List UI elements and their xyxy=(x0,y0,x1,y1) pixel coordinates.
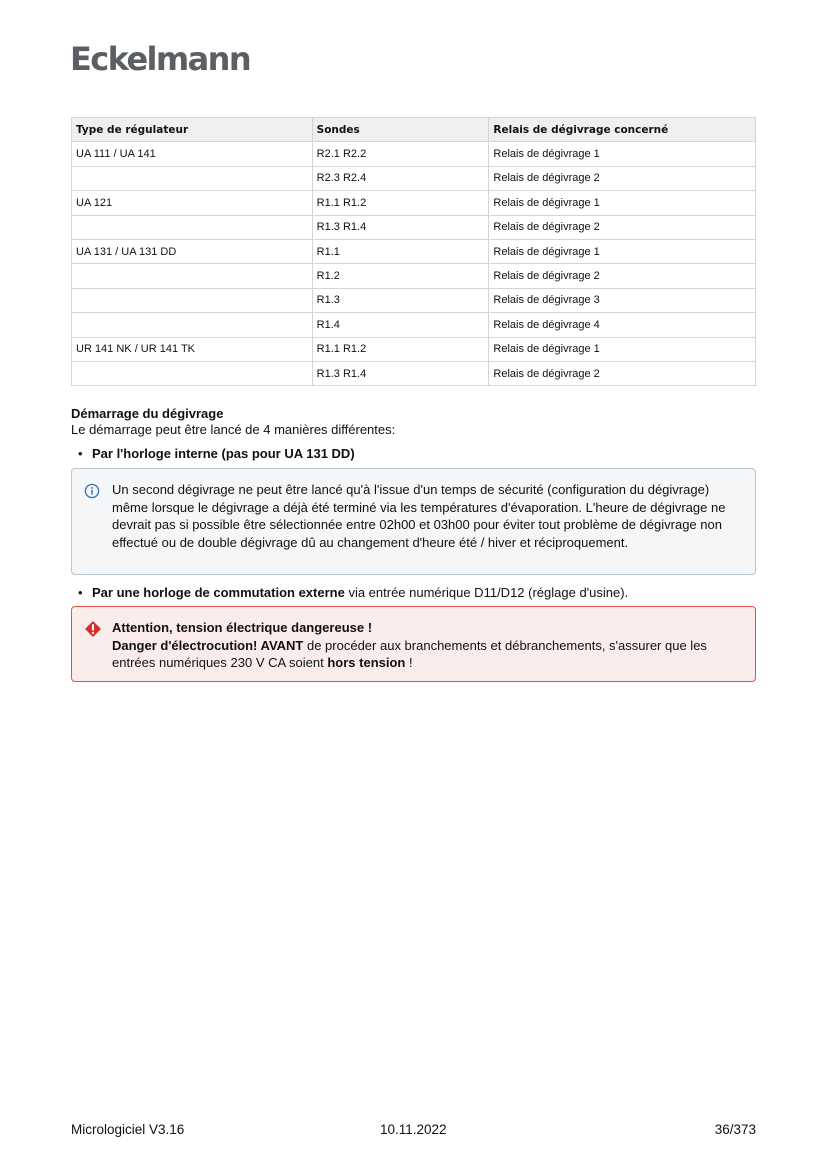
table-cell: Relais de dégivrage 3 xyxy=(489,288,756,312)
table-cell: Relais de dégivrage 1 xyxy=(489,142,756,166)
company-logo: Eckelmann xyxy=(70,40,251,78)
table-cell: UA 131 / UA 131 DD xyxy=(72,239,313,263)
table-row xyxy=(72,142,756,166)
bullet-external-clock xyxy=(78,585,628,600)
info-icon xyxy=(84,483,100,499)
table-cell xyxy=(72,361,313,385)
table-cell xyxy=(72,215,313,239)
footer-page-number: 36/373 xyxy=(714,1122,756,1137)
bullet-dot: • xyxy=(78,446,83,461)
bullet-bold-text: Par une horloge de commutation externe xyxy=(92,585,345,600)
table-row xyxy=(72,288,756,312)
table-cell: Relais de dégivrage 1 xyxy=(489,337,756,361)
table-cell: UA 121 xyxy=(72,191,313,215)
table-cell xyxy=(72,313,313,337)
table-cell: R1.4 xyxy=(312,313,489,337)
table-cell: Relais de dégivrage 2 xyxy=(489,264,756,288)
table-cell: R1.3 R1.4 xyxy=(312,215,489,239)
table-cell: R1.1 xyxy=(312,239,489,263)
table-cell: R2.1 R2.2 xyxy=(312,142,489,166)
table-cell: R1.1 R1.2 xyxy=(312,191,489,215)
bullet-internal-clock xyxy=(78,446,355,461)
warning-bold-1: Danger d'électrocution! AVANT xyxy=(112,637,304,653)
table-cell: UR 141 NK / UR 141 TK xyxy=(72,337,313,361)
table-row xyxy=(72,337,756,361)
table-row xyxy=(72,361,756,385)
danger-icon xyxy=(84,620,102,638)
table-cell: Relais de dégivrage 2 xyxy=(489,361,756,385)
table-row xyxy=(72,215,756,239)
bullet-dot: • xyxy=(78,585,83,600)
table-row xyxy=(72,239,756,263)
footer-firmware: Micrologiciel V3.16 xyxy=(71,1122,185,1137)
warning-bold-2: hors tension xyxy=(327,655,406,670)
table-cell: R1.3 R1.4 xyxy=(312,361,489,385)
table-row xyxy=(72,191,756,215)
column-header: Type de régulateur xyxy=(72,118,313,142)
table-cell: Relais de dégivrage 1 xyxy=(489,239,756,263)
footer-date: 10.11.2022 xyxy=(380,1122,447,1137)
table-cell: Relais de dégivrage 2 xyxy=(489,166,756,190)
bullet-text: via entrée numérique D11/D12 (réglage d'usine). xyxy=(344,585,629,600)
column-header: Sondes xyxy=(312,118,489,142)
warning-text xyxy=(112,619,744,672)
table-row xyxy=(72,264,756,288)
table-row xyxy=(72,313,756,337)
table-cell xyxy=(72,166,313,190)
table-cell: Relais de dégivrage 1 xyxy=(489,191,756,215)
danger-warning xyxy=(71,606,756,682)
table-header-row xyxy=(72,118,756,142)
table-row xyxy=(72,166,756,190)
warning-title: Attention, tension électrique dangereuse ! xyxy=(112,620,373,635)
table-cell: R1.2 xyxy=(312,264,489,288)
info-note xyxy=(71,468,756,575)
warning-body-2: ! xyxy=(405,655,413,670)
warning-body-1: de procéder aux branchements et débranchements, s'assurer que les entrées numériques 230 V CA soient xyxy=(112,637,707,670)
table-cell: R1.3 xyxy=(312,288,489,312)
table-cell: Relais de dégivrage 4 xyxy=(489,313,756,337)
bullet-text: Par l'horloge interne (pas pour UA 131 DD) xyxy=(92,446,355,461)
table-cell: R2.3 R2.4 xyxy=(312,166,489,190)
table-cell xyxy=(72,288,313,312)
defrost-relay-table xyxy=(71,117,756,386)
column-header: Relais de dégivrage concerné xyxy=(489,118,756,142)
table-cell: Relais de dégivrage 2 xyxy=(489,215,756,239)
table-cell xyxy=(72,264,313,288)
section-intro: Le démarrage peut être lancé de 4 manières différentes: xyxy=(71,422,396,437)
section-heading: Démarrage du dégivrage xyxy=(71,406,224,421)
table-cell: UA 111 / UA 141 xyxy=(72,142,313,166)
table-cell: R1.1 R1.2 xyxy=(312,337,489,361)
info-note-text: Un second dégivrage ne peut être lancé qu'à l'issue d'un temps de sécurité (configuration du dégivrage) même lorsque le dégivrage a déjà été terminé via les températures d'évaporation. L'heure de dégivrage ne devrait pas si possible être sélectionnée entre 02h00 et 03h00 pour éviter tout problème de dégivrage non effectué ou de double dégivrage dû au changement d'heure été / hiver et réciproquement. xyxy=(112,482,726,550)
